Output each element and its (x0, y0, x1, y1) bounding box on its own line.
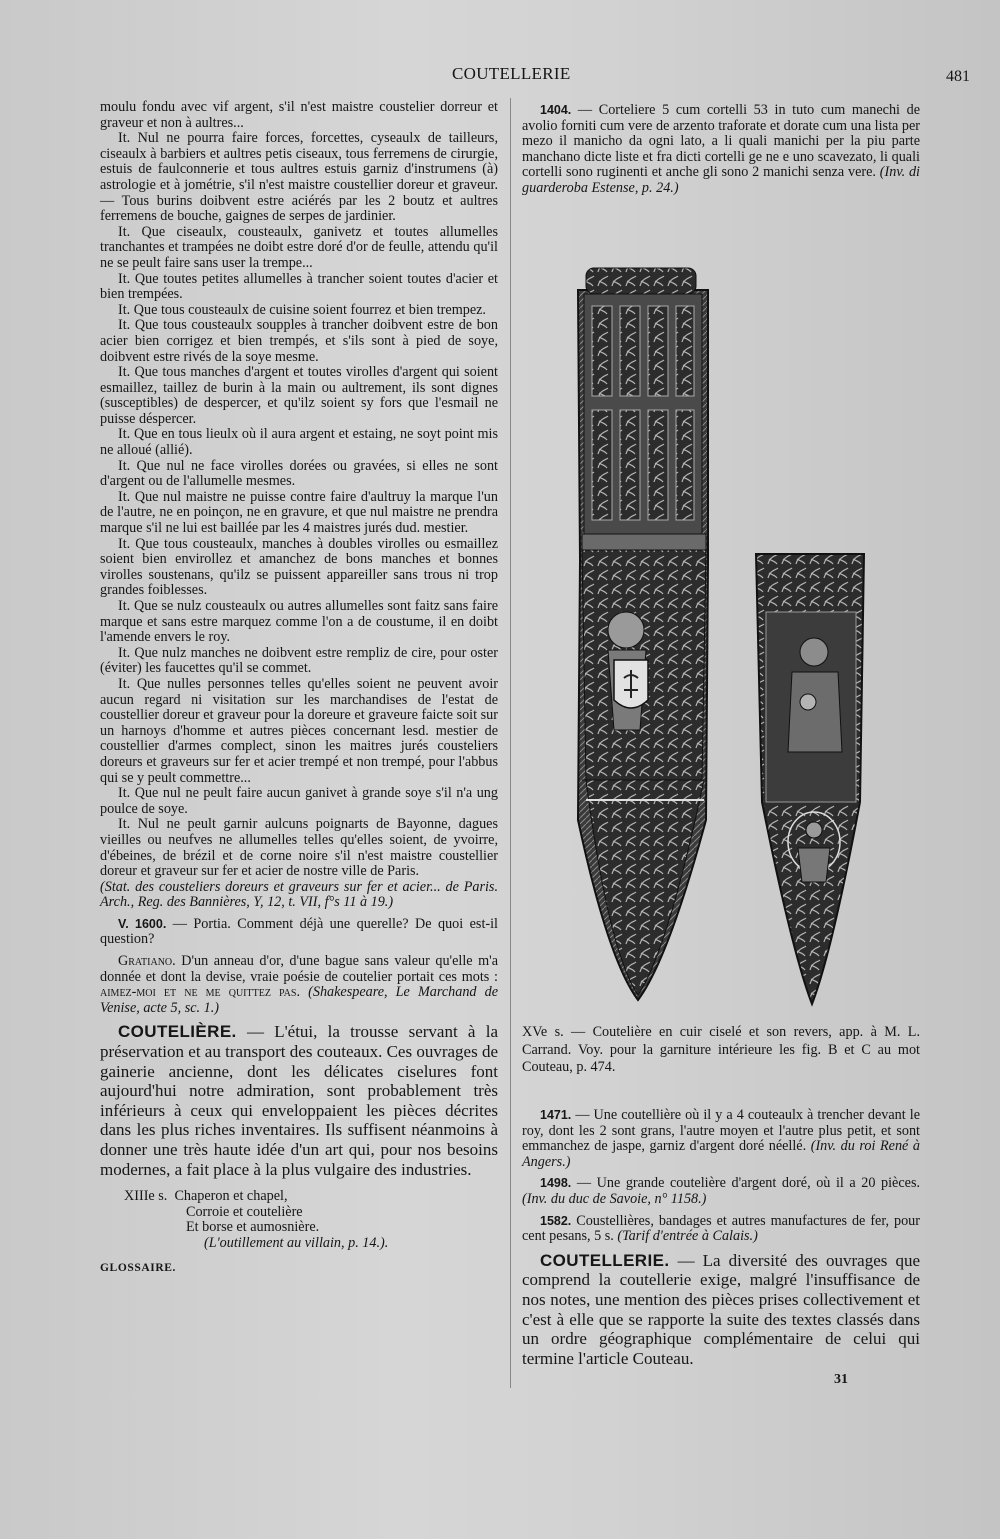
source-citation: (Inv. du duc de Savoie, n° 1158.) (522, 1190, 707, 1207)
entry-text: — Une grande coutelière d'argent doré, où il a 20 pièces. (576, 1175, 921, 1192)
paragraph: It. Que tous cousteaulx, manches à doubles virolles ou esmaillez soient bien envirollez et amanchez de bons manches et bonnes virolles soustenans, qu'ilz se puissent appareiller sans trous ni trop grandes foiblesses. (100, 535, 498, 599)
entry-year: V. 1600. (118, 916, 167, 931)
gratiano-text: D'un anneau d'or, d'une bague sans valeur qu'elle m'a donnée et dont la devise, vraie poésie de coutelier portait ces mots : (100, 953, 498, 985)
verse-line: Corroie et coutelière (186, 1203, 303, 1220)
right-column-bottom (522, 1108, 920, 1368)
signature-number: 31 (834, 1372, 848, 1387)
entry-heading: COUTELLERIE. (540, 1250, 670, 1270)
sheath-front-illustration (568, 260, 718, 1005)
paragraph: It. Que tous cousteaulx soupples à trancher doibvent estre de bon acier bien corrigez et bien trempés, et s'ils sont à pied de soye, doibvent estre rivés de la soye mesme. (100, 317, 498, 365)
paragraph: It. Que tous cousteaulx de cuisine soient fourrez et bien trempez. (118, 301, 486, 318)
speaker-name: Gratiano. (118, 953, 176, 970)
entry-text: — La diversité des ouvrages que comprend la coutellerie exige, malgré l'insuffisance de nos notes, une mention des pièces prises collectivement et c'est à elle que se rapporte la suite des textes classés dans un ordre géographique complémentaire de celui qui termine l'article Couteau. (522, 1250, 920, 1368)
portia-text: — Portia. Comment déjà une querelle? De quoi est-il question? (100, 915, 499, 948)
paragraph: It. Que nulz manches ne doibvent estre rempliz de cire, pour oster (éviter) les faucettes qu'il se commet. (100, 644, 498, 677)
paragraph: It. Que en tous lieulx où il aura argent et estaing, ne soyt point mis ne alloué (allié). (100, 426, 498, 459)
paragraph: moulu fondu avec vif argent, s'il n'est maistre coustelier dorreur et graveur et non à aultres... (100, 99, 498, 131)
entry-text: — Une coutellière où il y a 4 couteaulx à trencher devant le roy, dont les 2 sont grans, l'autre moyen et l'autre plus petit, et sont emmanchez de jaspe, garniz d'argent doré néellé. (522, 1107, 920, 1155)
entry-heading: COUTELIÈRE. (118, 1022, 237, 1042)
verse-block (124, 1189, 498, 1251)
page-number: 481 (946, 68, 970, 85)
paragraph: It. Que nul ne peult faire aucun ganivet à grande soye s'il n'a ung poulce de soye. (100, 785, 498, 817)
signature-mark: GLOSSAIRE. (100, 1261, 176, 1274)
verse-line: Et borse et aumosnière. (186, 1219, 320, 1236)
source-citation: (Stat. des cousteliers doreurs et graveurs sur fer et acier... de Paris. Arch., Reg. des Bannières, Y, 12, t. VII, f°s 11 à 19.) (100, 878, 498, 911)
paragraph: It. Nul ne peult garnir aulcuns poignarts de Bayonne, dagues vieilles ou neufves ne allumelles telles qu'elles soient, de yvoirre, d'ébeines, de brézil et de corne noire s'il n'est maistre coustellier doreur et graveur sur fer et acier de nostre ville de Paris. (100, 816, 498, 880)
source-citation: (Shakespeare, Le Marchand de Venise, acte 5, sc. 1.) (100, 984, 499, 1016)
paragraph: It. Que tous manches d'argent et toutes virolles d'argent qui soient esmaillez, taillez de burin à la main ou aultrement, ils sont dignes (susceptibles) de despercer, et qu'ilz soient sy fors que l'esmail ne puisse déspercer. (100, 364, 498, 427)
figure-caption: XVe s. — Coutelière en cuir ciselé et son revers, app. à M. L. Carrand. Voy. pour la garniture intérieure les fig. B et C au mot Couteau, p. 474. (522, 1024, 920, 1075)
entry-text: Coustellières, bandages et autres manufactures de fer, pour cent pesans, 5 s. (522, 1212, 920, 1245)
source-citation: (Inv. du roi René à Angers.) (522, 1138, 921, 1170)
paragraph: It. Que toutes petites allumelles à trancher soient toutes d'acier et bien trempées. (100, 270, 498, 303)
paragraph: It. Que nul maistre ne puisse contre faire d'aultruy la marque l'un de l'autre, ne en poinçon, ne en gravure, et que nul maistre ne prendra marque s'il ne lui est baillée par les 4 maistres jurés dud. mestier. (100, 488, 498, 537)
left-column (100, 100, 498, 1274)
source-citation: (Inv. di guarderoba Estense, p. 24.) (522, 164, 921, 196)
paragraph: It. Que ciseaulx, cousteaulx, ganivetz et toutes allumelles tranchantes et trampées ne doibt estre doré d'or de feulle, attendu qu'il ne se peult faire sans user la trempe... (100, 223, 498, 271)
motto: aimez-moi et ne me quittez pas. (100, 984, 301, 1001)
verse-line: Chaperon et chapel, (174, 1188, 288, 1205)
column-rule (510, 98, 511, 1388)
verse-century: XIIIe s. (124, 1188, 168, 1205)
entry-year: 1498. (540, 1176, 572, 1191)
entry-year: 1404. (540, 103, 572, 117)
entry-year: 1582. (540, 1213, 572, 1228)
entry-text: — L'étui, la trousse servant à la préservation et au transport des couteaux. Ces ouvrages de gainerie ancienne, dont les délicates ciselures font aujourd'hui notre admiration, sont probablement très inférieurs à ceux qui enveloppaient les pièces décrites dans les plus riches inventaires. Ils suffisent néanmoins à donner une très haute idée d'un art qui, pour nos besoins modernes, a fait place à la plus vulgaire des industries. (100, 1022, 499, 1179)
entry-text: — Corteliere 5 cum cortelli 53 in tuto cum manechi de avolio forniti cum vere de arzento traforate et dorate cum una lista per mezo il manicho da ogni lato, a li quali manichi per la piu parte manchano dicte liste et fra dicti cortelli ge ne e uno scavezato, li quali cortelli sono ruginenti et anche gli sono 2 manichi senza vere. (522, 102, 921, 181)
right-column-top (522, 103, 920, 197)
source-citation: (Tarif d'entrée à Calais.) (617, 1228, 758, 1245)
entry-year: 1471. (540, 1108, 572, 1122)
verse-source: (L'outillement au villain, p. 14.). (204, 1234, 389, 1251)
paragraph: It. Que nul ne face virolles dorées ou gravées, si elles ne sont d'argent ou de l'allumelle mesmes. (100, 457, 498, 490)
paragraph: It. Que se nulz cousteaulx ou autres allumelles sont faitz sans faire marque et sans estre marquez comme l'on a de coustume, il en doibt l'amende envers le roy. (100, 598, 498, 646)
running-head: COUTELLERIE (452, 64, 571, 83)
sheath-reverse-illustration (752, 552, 868, 1007)
paragraph: It. Nul ne pourra faire forces, forcettes, cyseaulx de tailleurs, ciseaulx à barbiers et aultres petis ciseaux, tous ferremens de cirurgie, estuis de faulconnerie et tous aultres estuis garniz d'instrumens (à) astrologie et à jométrie, s'il n'est maistre coustellier doreur et graveur. — Tous burins doibvent estre aciérés par les 2 boutz et aultres ferremens de bouche, gaignes de serpes de jardinier. (100, 130, 498, 225)
paragraph: It. Que nulles personnes telles qu'elles soient ne peuvent avoir aucun regard ni visitation sur les marchandises de l'estat de coustellier doreur et graveur pour la doreure et graveure faicte soit sur un harnoys d'homme et autres pièces concernant lesd. mestier de coustellier d'armes complect, sinon les maitres jurés cousteliers doreurs et graveurs sur fer et acier trempé et non trempé, pour l'abbus qui se y peult commettre... (100, 675, 498, 786)
